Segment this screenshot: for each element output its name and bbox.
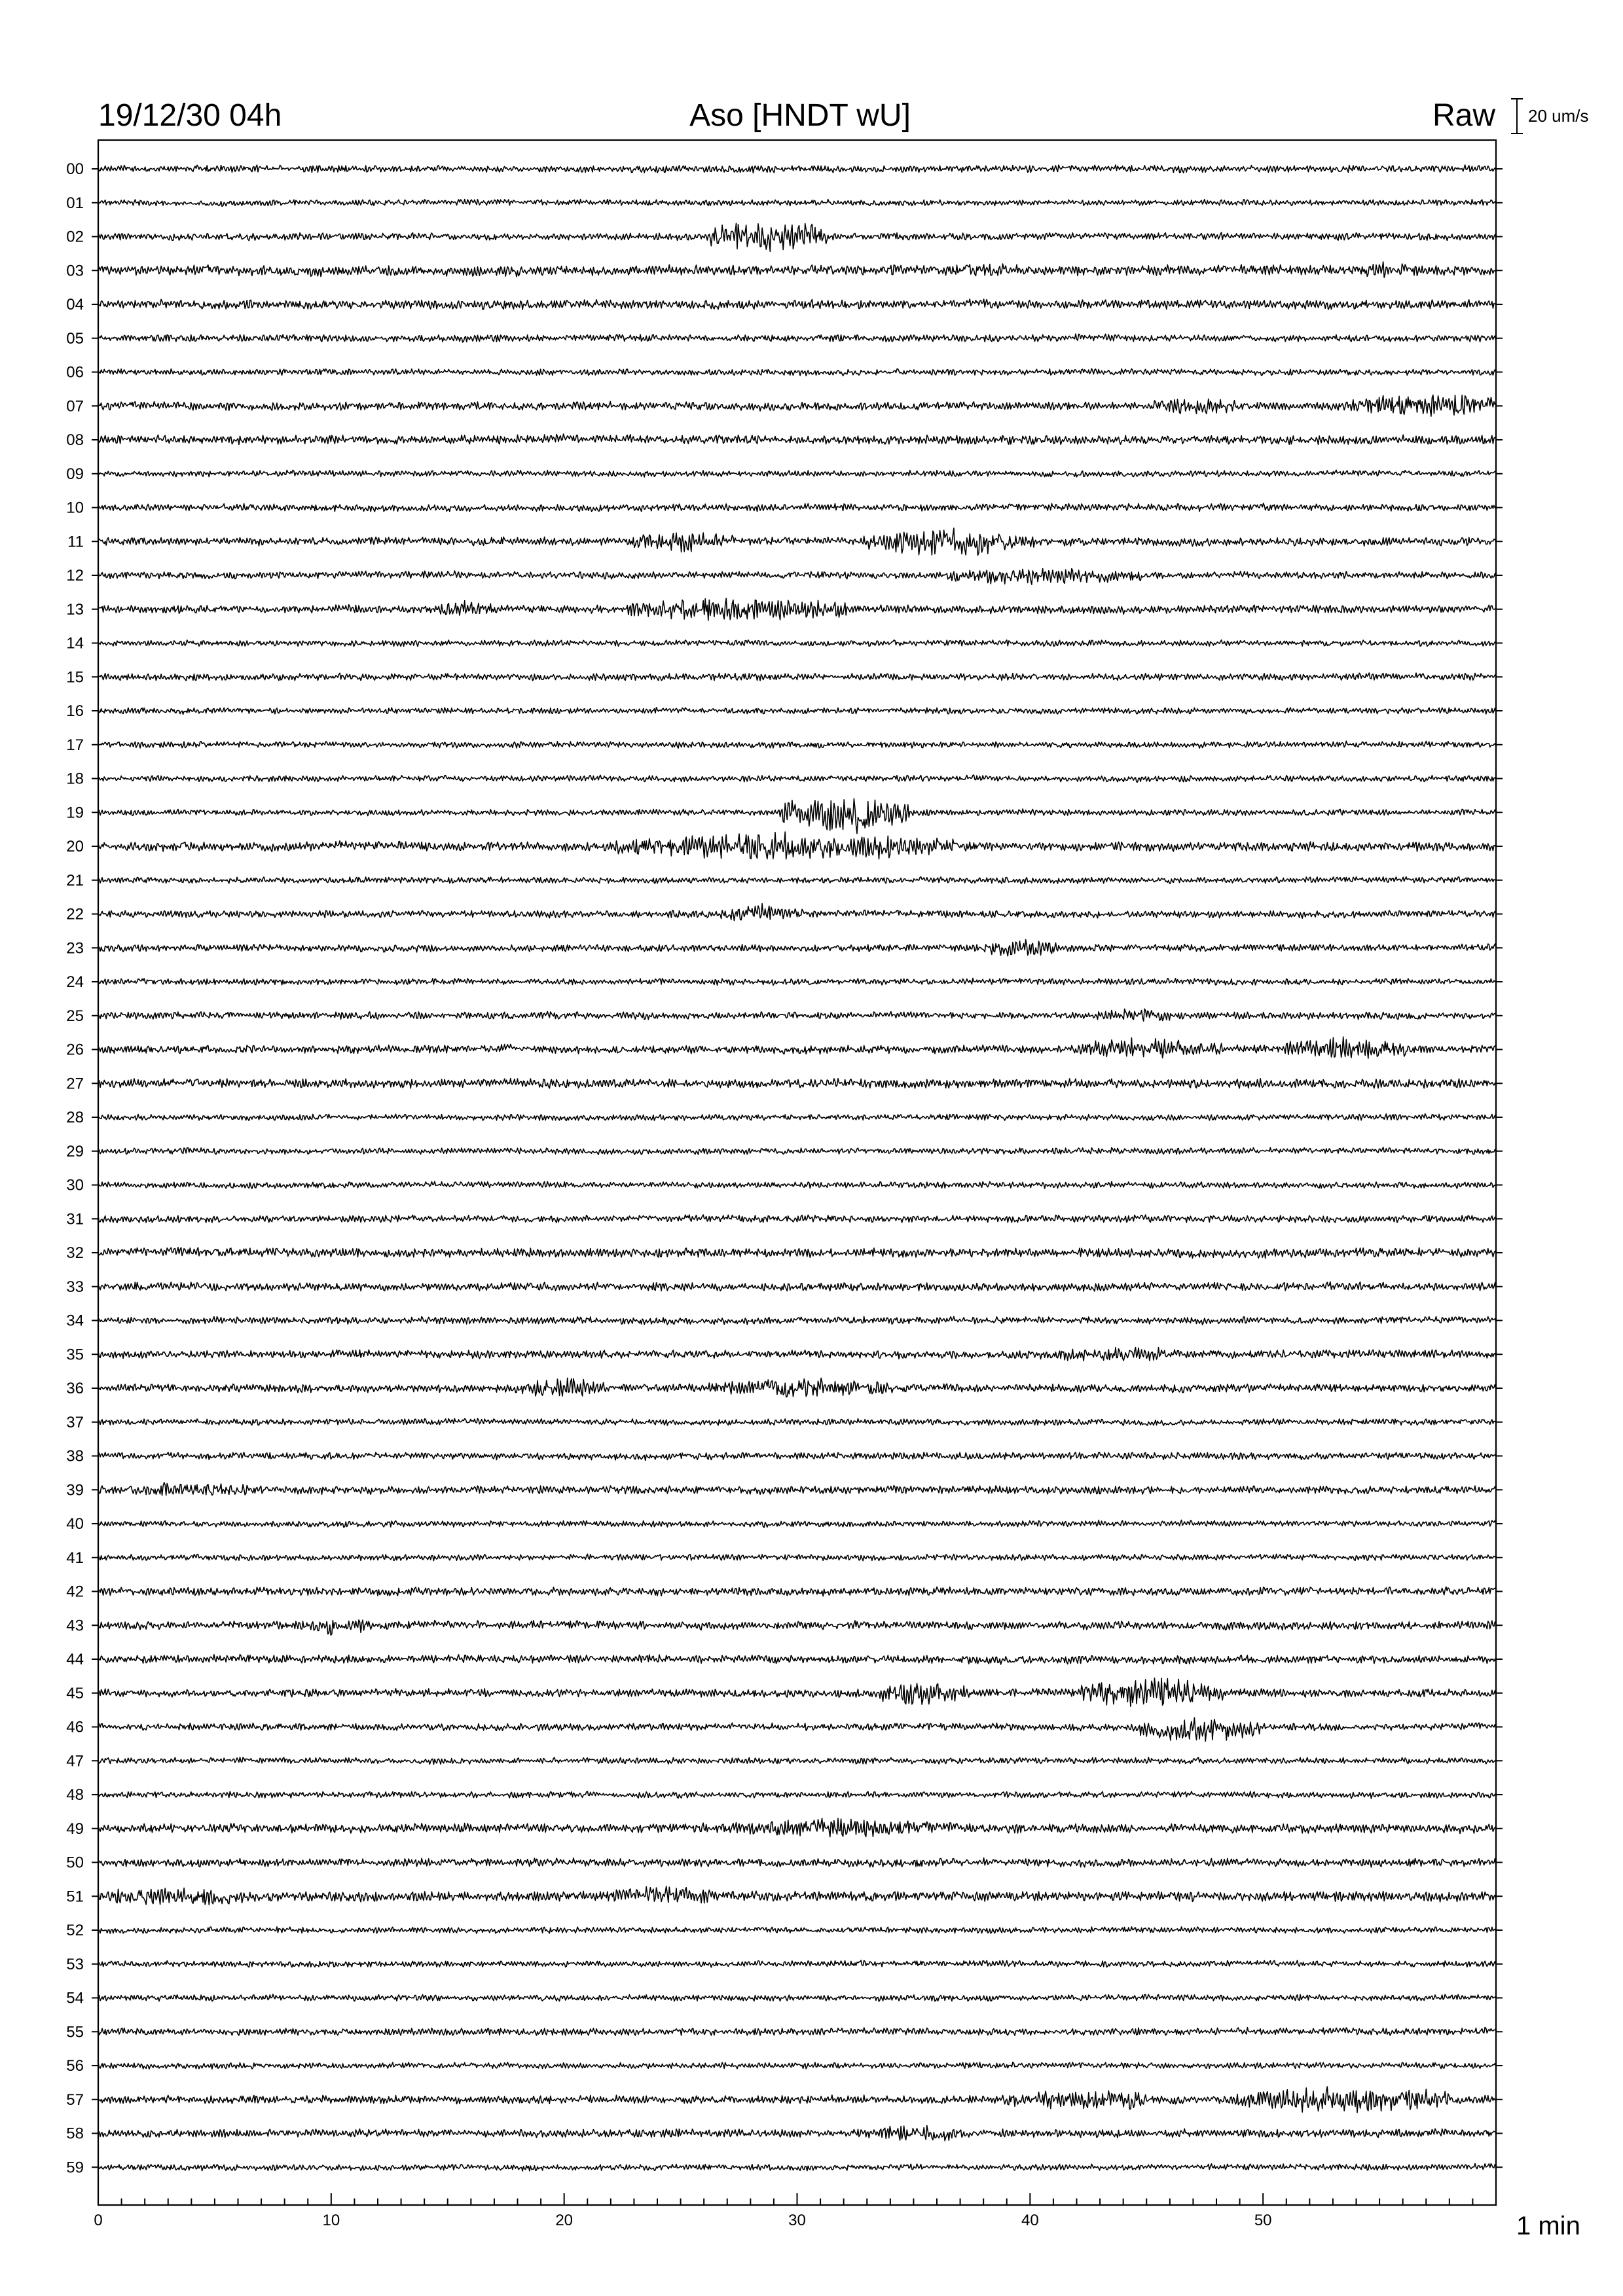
row-label: 09 bbox=[66, 465, 84, 483]
scale-bar bbox=[1511, 99, 1589, 134]
trace-row-12 bbox=[98, 569, 1496, 584]
trace-row-39 bbox=[98, 1482, 1496, 1496]
row-label: 14 bbox=[66, 634, 84, 653]
row-label: 21 bbox=[66, 871, 84, 889]
x-tick-label: 20 bbox=[555, 2212, 574, 2229]
trace-row-21 bbox=[98, 877, 1496, 884]
row-label: 38 bbox=[66, 1447, 84, 1465]
row-label: 33 bbox=[66, 1278, 84, 1296]
trace-row-51 bbox=[98, 1886, 1496, 1905]
row-label: 12 bbox=[66, 567, 84, 584]
trace-row-42 bbox=[98, 1587, 1496, 1596]
trace-row-00 bbox=[98, 165, 1496, 173]
trace-row-03 bbox=[98, 262, 1496, 278]
row-label: 31 bbox=[66, 1210, 84, 1229]
x-unit-label: 1 min bbox=[1516, 2212, 1580, 2240]
trace-row-33 bbox=[98, 1282, 1496, 1291]
trace-row-20 bbox=[98, 832, 1496, 859]
row-label: 54 bbox=[66, 1989, 84, 2007]
trace-row-16 bbox=[98, 708, 1496, 715]
trace-row-55 bbox=[98, 2027, 1496, 2036]
trace-row-27 bbox=[98, 1079, 1496, 1088]
trace-row-57 bbox=[98, 2087, 1496, 2113]
trace-row-56 bbox=[98, 2062, 1496, 2070]
x-tick-label: 0 bbox=[94, 2212, 103, 2229]
row-label: 35 bbox=[66, 1346, 84, 1364]
trace-row-49 bbox=[98, 1818, 1496, 1837]
trace-row-53 bbox=[98, 1960, 1496, 1967]
trace-row-50 bbox=[98, 1858, 1496, 1867]
row-label: 49 bbox=[66, 1820, 84, 1838]
row-label: 57 bbox=[66, 2090, 84, 2109]
row-label: 53 bbox=[66, 1955, 84, 1973]
row-label: 26 bbox=[66, 1041, 84, 1059]
trace-row-22 bbox=[98, 904, 1496, 921]
row-label: 41 bbox=[66, 1549, 84, 1567]
row-label: 36 bbox=[66, 1380, 84, 1397]
trace-row-59 bbox=[98, 2164, 1496, 2171]
row-label: 59 bbox=[66, 2159, 84, 2177]
trace-row-31 bbox=[98, 1215, 1496, 1223]
trace-row-11 bbox=[98, 528, 1496, 555]
row-label: 37 bbox=[66, 1413, 84, 1431]
row-label: 01 bbox=[66, 194, 84, 212]
trace-row-15 bbox=[98, 673, 1496, 681]
row-label: 07 bbox=[66, 397, 84, 416]
row-label: 24 bbox=[66, 973, 84, 991]
trace-row-43 bbox=[98, 1620, 1496, 1635]
row-label: 30 bbox=[66, 1176, 84, 1194]
trace-row-09 bbox=[98, 470, 1496, 477]
trace-row-05 bbox=[98, 334, 1496, 342]
row-label: 45 bbox=[66, 1684, 84, 1702]
trace-row-19 bbox=[98, 798, 1496, 833]
trace-row-52 bbox=[98, 1927, 1496, 1933]
trace-row-17 bbox=[98, 741, 1496, 748]
row-label: 25 bbox=[66, 1007, 84, 1025]
row-label: 04 bbox=[66, 296, 84, 314]
x-tick-label: 50 bbox=[1254, 2212, 1272, 2229]
trace-row-18 bbox=[98, 775, 1496, 782]
trace-row-38 bbox=[98, 1452, 1496, 1461]
row-label: 18 bbox=[66, 770, 84, 788]
trace-row-36 bbox=[98, 1378, 1496, 1397]
row-labels bbox=[66, 160, 84, 2176]
trace-row-01 bbox=[98, 200, 1496, 207]
trace-row-06 bbox=[98, 368, 1496, 376]
mode-label: Raw bbox=[1432, 98, 1495, 133]
row-label: 05 bbox=[66, 329, 84, 348]
trace-row-54 bbox=[98, 1994, 1496, 2001]
row-label: 47 bbox=[66, 1752, 84, 1770]
trace-row-23 bbox=[98, 940, 1496, 956]
row-label: 16 bbox=[66, 702, 84, 720]
row-label: 27 bbox=[66, 1075, 84, 1093]
trace-row-08 bbox=[98, 434, 1496, 444]
row-label: 46 bbox=[66, 1718, 84, 1736]
trace-row-02 bbox=[98, 223, 1496, 251]
row-label: 39 bbox=[66, 1481, 84, 1499]
row-label: 15 bbox=[66, 668, 84, 687]
row-label: 42 bbox=[66, 1583, 84, 1601]
row-label: 13 bbox=[66, 600, 84, 619]
trace-row-32 bbox=[98, 1247, 1496, 1259]
row-label: 56 bbox=[66, 2057, 84, 2075]
row-label: 00 bbox=[66, 160, 84, 178]
trace-row-34 bbox=[98, 1317, 1496, 1325]
trace-row-46 bbox=[98, 1717, 1496, 1741]
trace-row-07 bbox=[98, 395, 1496, 417]
row-label: 03 bbox=[66, 262, 84, 280]
row-label: 22 bbox=[66, 905, 84, 924]
trace-row-58 bbox=[98, 2126, 1496, 2141]
trace-row-14 bbox=[98, 640, 1496, 647]
row-label: 02 bbox=[66, 228, 84, 246]
row-label: 32 bbox=[66, 1244, 84, 1262]
row-label: 58 bbox=[66, 2125, 84, 2143]
row-label: 55 bbox=[66, 2023, 84, 2041]
x-tick-label: 10 bbox=[322, 2212, 340, 2229]
row-label: 06 bbox=[66, 363, 84, 382]
trace-row-13 bbox=[98, 598, 1496, 620]
trace-row-04 bbox=[98, 299, 1496, 310]
row-label: 29 bbox=[66, 1142, 84, 1160]
trace-row-41 bbox=[98, 1554, 1496, 1560]
trace-row-28 bbox=[98, 1114, 1496, 1121]
scale-bar-label: 20 um/s bbox=[1528, 106, 1589, 126]
row-label: 50 bbox=[66, 1854, 84, 1872]
trace-row-37 bbox=[98, 1418, 1496, 1426]
trace-row-29 bbox=[98, 1147, 1496, 1155]
row-label: 52 bbox=[66, 1922, 84, 1939]
row-label: 20 bbox=[66, 838, 84, 855]
row-label: 08 bbox=[66, 431, 84, 449]
row-label: 51 bbox=[66, 1888, 84, 1906]
trace-row-10 bbox=[98, 503, 1496, 512]
station-title: Aso [HNDT wU] bbox=[689, 98, 911, 133]
row-label: 40 bbox=[66, 1515, 84, 1533]
trace-row-25 bbox=[98, 1009, 1496, 1021]
trace-row-26 bbox=[98, 1037, 1496, 1058]
x-tick-label: 30 bbox=[788, 2212, 806, 2229]
row-label: 44 bbox=[66, 1651, 84, 1668]
row-label: 48 bbox=[66, 1786, 84, 1804]
trace-row-44 bbox=[98, 1655, 1496, 1664]
row-label: 19 bbox=[66, 804, 84, 822]
trace-row-24 bbox=[98, 978, 1496, 986]
row-label: 43 bbox=[66, 1617, 84, 1635]
trace-row-35 bbox=[98, 1348, 1496, 1361]
row-label: 23 bbox=[66, 939, 84, 958]
trace-row-40 bbox=[98, 1520, 1496, 1528]
trace-row-47 bbox=[98, 1757, 1496, 1765]
row-label: 17 bbox=[66, 736, 84, 754]
trace-row-45 bbox=[98, 1678, 1496, 1706]
row-label: 34 bbox=[66, 1312, 84, 1330]
x-tick-label: 40 bbox=[1021, 2212, 1039, 2229]
trace-row-30 bbox=[98, 1181, 1496, 1189]
traces bbox=[98, 165, 1496, 2171]
row-label: 10 bbox=[66, 499, 84, 517]
datetime-title: 19/12/30 04h bbox=[98, 98, 282, 133]
row-label: 28 bbox=[66, 1109, 84, 1126]
row-label: 11 bbox=[67, 533, 84, 551]
trace-row-48 bbox=[98, 1791, 1496, 1799]
x-axis-labels bbox=[94, 2212, 1271, 2229]
